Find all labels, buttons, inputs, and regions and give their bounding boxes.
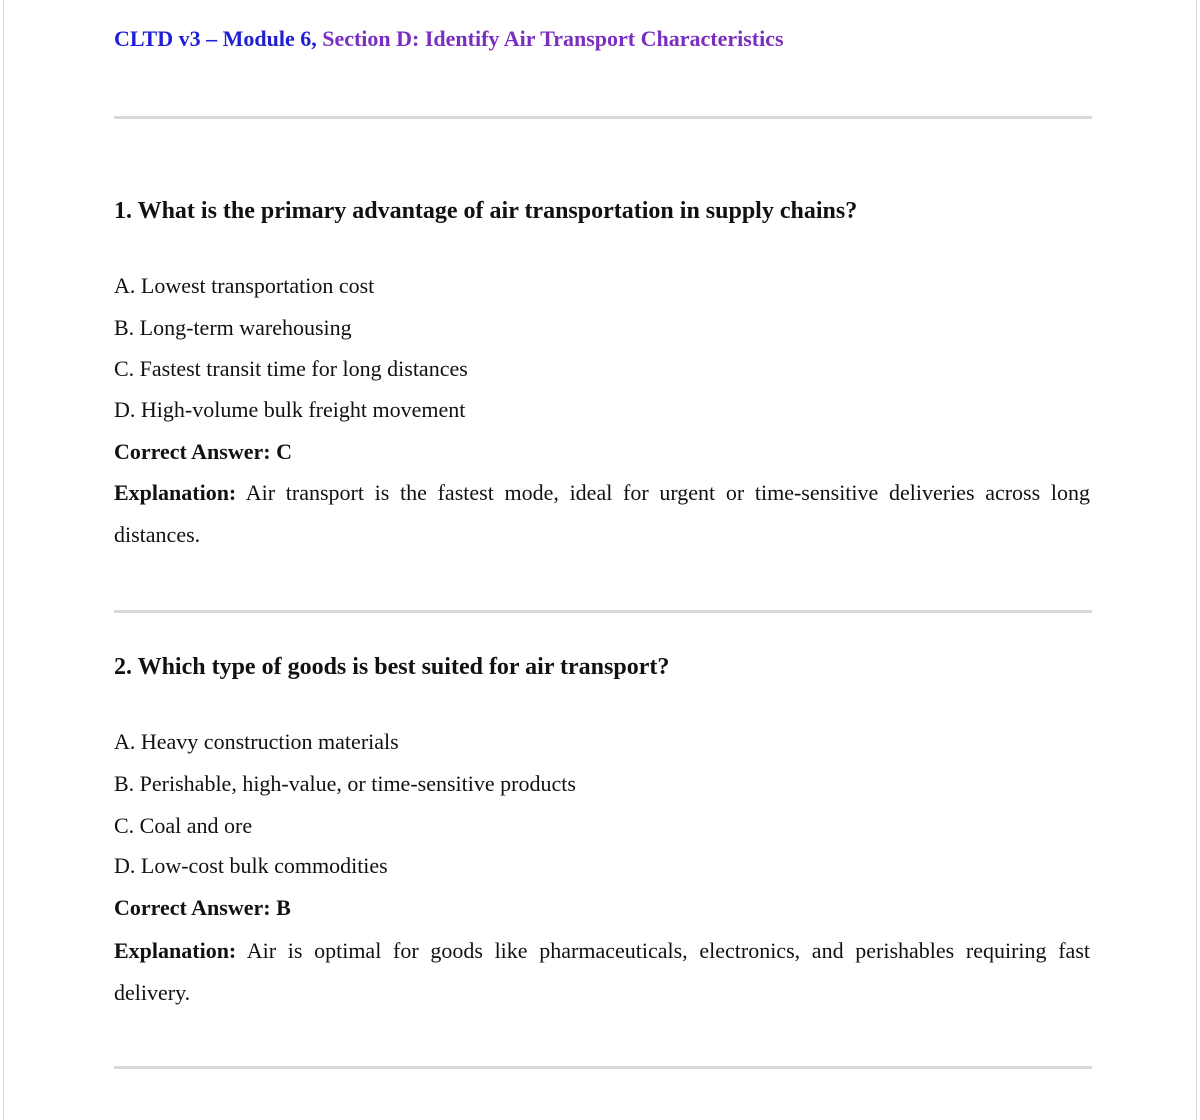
document-page xyxy=(3,0,1197,1120)
question-title: 2. Which type of goods is best suited for air transport? xyxy=(114,654,670,680)
correct-answer-label: Correct Answer: xyxy=(114,439,271,464)
header-module: CLTD v3 – Module 6, xyxy=(114,26,323,51)
divider xyxy=(114,1066,1092,1069)
option-c: C. Coal and ore xyxy=(114,813,253,838)
option-a: A. Lowest transportation cost xyxy=(114,273,375,298)
option-b: B. Perishable, high-value, or time-sensitive products xyxy=(114,771,576,796)
explanation-text: Air is optimal for goods like pharmaceuticals, electronics, and perishables requiring fast delivery. xyxy=(114,938,1090,1005)
explanation-text: Air transport is the fastest mode, ideal for urgent or time-sensitive deliveries across long distances. xyxy=(114,480,1090,547)
divider xyxy=(114,116,1092,119)
explanation-label: Explanation: xyxy=(114,480,237,505)
correct-answer-value: B xyxy=(276,895,291,920)
option-c: C. Fastest transit time for long distances xyxy=(114,356,468,381)
question-title: 1. What is the primary advantage of air transportation in supply chains? xyxy=(114,198,858,224)
correct-answer-value: C xyxy=(276,439,292,464)
header-section: Section D: Identify Air Transport Characteristics xyxy=(322,26,784,51)
correct-answer xyxy=(114,895,291,921)
option-d: D. Low-cost bulk commodities xyxy=(114,853,388,878)
option-b: B. Long-term warehousing xyxy=(114,315,352,340)
explanation xyxy=(114,930,1090,1014)
correct-answer xyxy=(114,439,292,465)
option-a: A. Heavy construction materials xyxy=(114,729,399,754)
document-header xyxy=(114,26,784,52)
correct-answer-label: Correct Answer: xyxy=(114,895,271,920)
divider xyxy=(114,610,1092,613)
explanation-label: Explanation: xyxy=(114,938,237,963)
explanation xyxy=(114,472,1090,556)
option-d: D. High-volume bulk freight movement xyxy=(114,397,466,422)
